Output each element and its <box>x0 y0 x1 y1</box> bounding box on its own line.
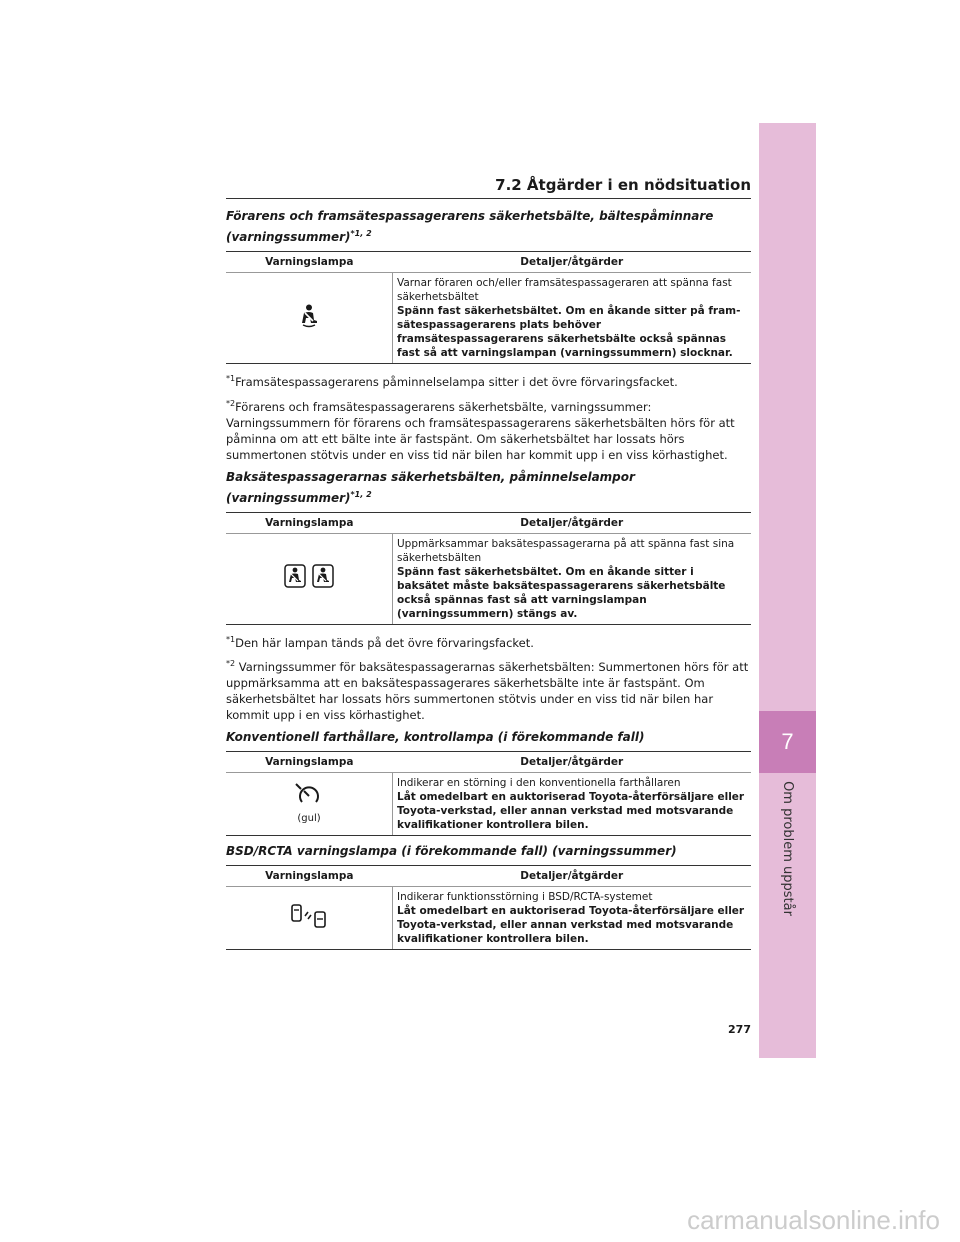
column-header-details: Detaljer/åtgärder <box>393 512 752 533</box>
cruise-control-warning-icon <box>294 797 324 809</box>
table-row <box>226 773 751 836</box>
table-row <box>226 887 751 950</box>
footnote-sup: *2 <box>226 398 236 408</box>
column-header-lamp: Varningslampa <box>226 252 393 273</box>
page-content <box>226 208 751 957</box>
table-row <box>226 533 751 624</box>
section-heading <box>226 208 751 246</box>
detail-text: Indikerar funktionsstörning i BSD/RCTA-systemet <box>397 891 653 904</box>
table-row <box>226 273 751 364</box>
heading-sup: *1, 2 <box>350 229 372 238</box>
section-heading <box>226 729 751 746</box>
chapter-side-tab <box>759 123 816 1058</box>
detail-text: Indikerar en störning i den konventionella farthållaren <box>397 777 681 790</box>
detail-instruction: Låt omedelbart en auktoriserad Toyota-återförsäljare eller Toyota-verkstad, eller annan verkstad med motsvarande kvalifikationer kontrollera bilen. <box>397 905 745 946</box>
detail-cell <box>393 773 752 836</box>
lamp-cell <box>226 273 393 364</box>
footnote <box>226 656 751 723</box>
footnote <box>226 396 751 463</box>
column-header-details: Detaljer/åtgärder <box>393 866 752 887</box>
heading-text: Förarens och framsätespassagerarens säkerhetsbälte, bältespåminnare (varningssummer) <box>226 209 714 244</box>
column-header-details: Detaljer/åtgärder <box>393 752 752 773</box>
footnote <box>226 371 751 390</box>
heading-text: Baksätespassagerarnas säkerhetsbälten, påminnelselampor (varningssummer) <box>226 469 635 505</box>
section-header: 7.2 Åtgärder i en nödsituation <box>226 176 751 199</box>
heading-text: BSD/RCTA varningslampa (i förekommande fall) (varningssummer) <box>226 844 677 859</box>
warning-table <box>226 751 751 836</box>
column-header-details: Detaljer/åtgärder <box>393 252 752 273</box>
chapter-title <box>759 780 816 916</box>
detail-instruction: Spänn fast säkerhetsbältet. Om en åkande sitter i baksätet måste baksätespassagerarens säkerhetsbälte också spännas fast så att varningslampan (varningssummern) stängs av. <box>397 565 726 620</box>
warning-table <box>226 865 751 950</box>
detail-cell <box>393 273 752 364</box>
column-header-lamp: Varningslampa <box>226 752 393 773</box>
detail-cell <box>393 887 752 950</box>
footnote-sup: *1 <box>226 634 236 644</box>
lamp-cell <box>226 533 393 624</box>
chapter-number: 7 <box>759 711 816 773</box>
detail-instruction: Låt omedelbart en auktoriserad Toyota-återförsäljare eller Toyota-verkstad, eller annan verkstad med motsvarande kvalifikationer kontrollera bilen. <box>397 791 745 832</box>
column-header-lamp: Varningslampa <box>226 866 393 887</box>
rear-seatbelt-reminder-icon <box>283 582 335 594</box>
detail-instruction: Spänn fast säkerhetsbältet. Om en åkande sitter på fram-sätespassagerarens plats behöver framsätespassagerarens säkerhetsbälte också spännas fast så att varningslampan (varningssummern) slocknar. <box>397 305 741 359</box>
watermark: carmanualsonline.info <box>687 1205 940 1235</box>
section-heading <box>226 843 751 860</box>
heading-sup: *1, 2 <box>350 489 372 499</box>
warning-table <box>226 512 751 625</box>
lamp-color-caption: (gul) <box>297 813 321 825</box>
detail-text: Varnar föraren och/eller framsätespassageraren att spänna fast säkerhetsbältet <box>397 277 732 303</box>
heading-text: Konventionell farthållare, kontrollampa (i förekommande fall) <box>226 730 645 745</box>
detail-cell <box>393 533 752 624</box>
footnote-text: Den här lampan tänds på det övre förvaringsfacket. <box>235 635 534 650</box>
footnote-sup: *2 <box>226 659 236 669</box>
footnote-text: Framsätespassagerarens påminnelselampa sitter i det övre förvaringsfacket. <box>235 374 678 389</box>
column-header-lamp: Varningslampa <box>226 512 393 533</box>
lamp-cell <box>226 773 393 836</box>
footnote <box>226 632 751 651</box>
chapter-title-text: Om problem uppstår <box>780 780 795 916</box>
footnote-text: Förarens och framsätespassagerarens säkerhetsbälte, varningssummer: Varningssummern för förarens och framsätespassagerarens säkerhetsbälten hörs för att påminna om att ett bälte inte är fastspänt. Om säkerhetsbältet har lossats hörs summertonen stötvis under en viss tid när bilen har kommit upp i en viss körhastighet. <box>226 399 735 462</box>
bsd-rcta-warning-icon <box>289 921 329 933</box>
warning-table <box>226 251 751 364</box>
footnote-sup: *1 <box>226 374 236 383</box>
lamp-cell <box>226 887 393 950</box>
footnote-text: Varningssummer för baksätespassagerarnas säkerhetsbälten: Summertonen hörs för att uppmärksamma att en baksätespassagerares säkerhetsbälte inte är fastspänt. Om säkerhetsbältet har lossats hörs summertonen stötvis under en viss tid när bilen har kommit upp i en viss körhastighet. <box>226 660 749 723</box>
page-number: 277 <box>728 1023 751 1036</box>
seatbelt-reminder-icon <box>298 319 320 331</box>
detail-text: Uppmärksammar baksätespassagerarna på att spänna fast sina säkerhetsbälten <box>397 537 735 564</box>
section-heading <box>226 469 751 507</box>
